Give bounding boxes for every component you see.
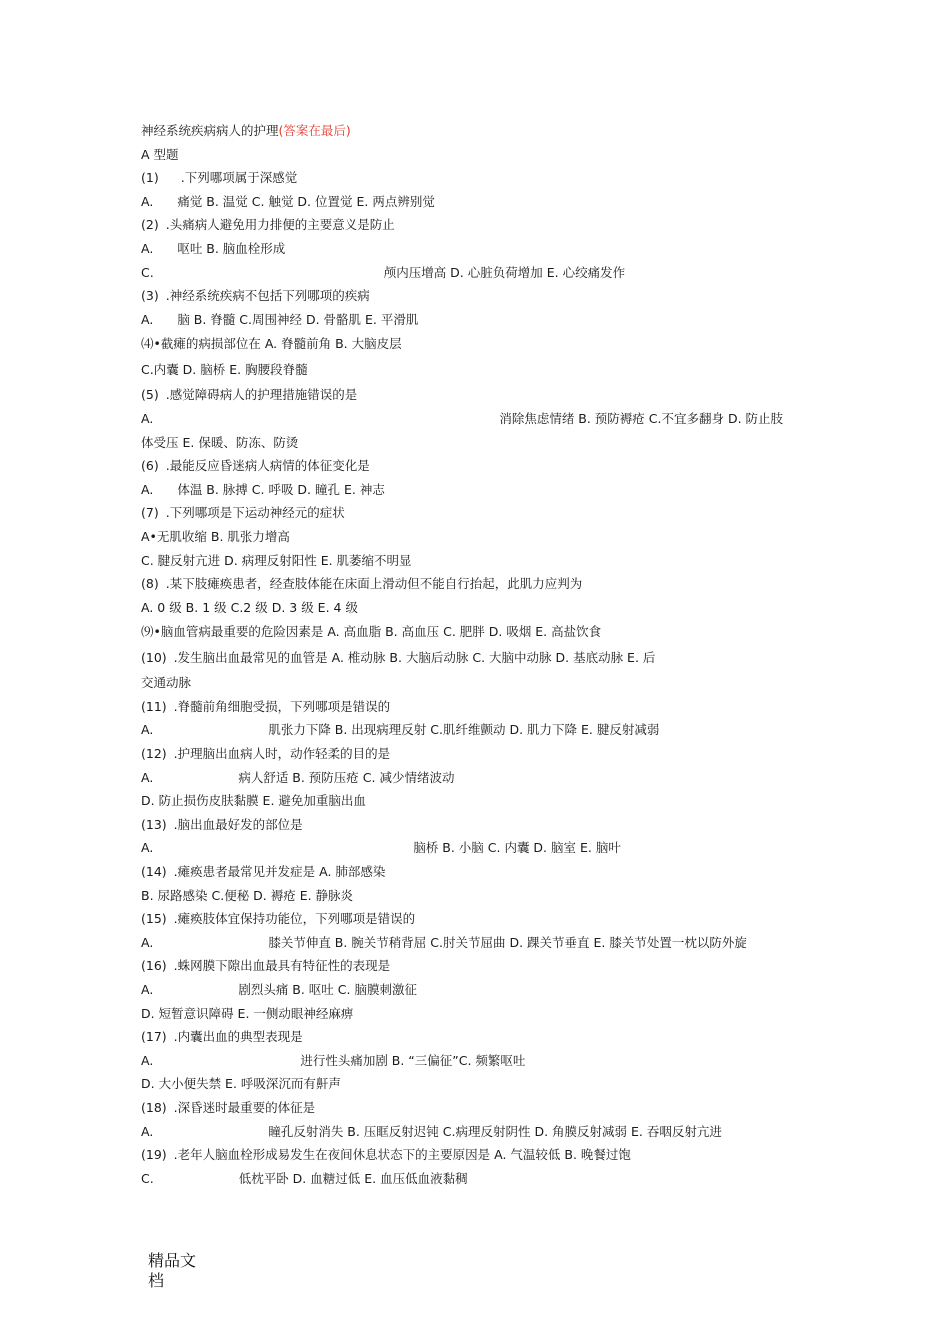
question-4: ⑷•截瘫的病损部位在 A. 脊髓前角 B. 大脑皮层 [141,336,402,352]
question-10-cont: 交通动脉 [141,675,192,691]
question-15: (15) .瘫痪肢体宜保持功能位，下列哪项是错误的 [141,911,416,927]
question-18: (18) .深昏迷时最重要的体征是 [141,1099,316,1115]
question-13: (13) .脑出血最好发的部位是 [141,816,303,832]
question-8: (8) .某下肢瘫痪患者，经查肢体能在床面上滑动但不能自行抬起，此肌力应判为 [141,576,583,592]
question-19: (19) .老年人脑血栓形成易发生在夜间休息状态下的主要原因是 A. 气温较低 B. 晚餐过饱 [141,1147,631,1163]
question-7-options-c: C. 腱反射亢进 D. 病理反射阳性 E. 肌萎缩不明显 [141,552,412,568]
question-7: (7) .下列哪项是下运动神经元的症状 [141,505,345,521]
question-5-options: A. 消除焦虑情绪 B. 预防褥疮 C.不宜多翻身 D. 防止肢 [141,410,784,426]
question-10: (10) .发生脑出血最常见的血管是 A. 椎动脉 B. 大脑后动脉 C. 大脑中动脉 D. 基底动脉 E. 后 [141,650,656,666]
question-11-options: A. 肌张力下降 B. 出现病理反射 C.肌纤维颤动 D. 肌力下降 E. 腱反射减弱 [141,722,660,738]
question-6: (6) .最能反应昏迷病人病情的体征变化是 [141,458,370,474]
question-19-options: C. 低枕平卧 D. 血糖过低 E. 血压低血液黏稠 [141,1170,468,1186]
question-3-options: A. 脑 B. 脊髓 C.周围神经 D. 骨骼肌 E. 平滑肌 [141,311,419,327]
question-14: (14) .瘫痪患者最常见并发症是 A. 肺部感染 [141,864,386,880]
question-12-options-a: A. 病人舒适 B. 预防压疮 C. 减少情绪波动 [141,769,455,785]
title-text: 神经系统疾病病人的护理 [141,123,279,138]
document-title [141,119,821,143]
question-14-options: B. 尿路感染 C.便秘 D. 褥疮 E. 静脉炎 [141,887,354,903]
question-16: (16) .蛛网膜下隙出血最具有特征性的表现是 [141,958,391,974]
question-18-options: A. 瞳孔反射消失 B. 压眶反射迟钝 C.病理反射阴性 D. 角膜反射减弱 E. 吞咽反射亢进 [141,1123,722,1139]
question-9: ⑼•脑血管病最重要的危险因素是 A. 高血脂 B. 高血压 C. 肥胖 D. 吸烟 E. 高盐饮食 [141,624,602,640]
question-2-options-a: A. 呕吐 B. 脑血栓形成 [141,240,286,256]
question-8-options: A. 0 级 B. 1 级 C.2 级 D. 3 级 E. 4 级 [141,599,358,615]
question-7-options-a: A•无肌收缩 B. 肌张力增高 [141,528,290,544]
question-1: (1) .下列哪项属于深感觉 [141,170,298,186]
question-6-options: A. 体温 B. 脉搏 C. 呼吸 D. 瞳孔 E. 神志 [141,481,385,497]
question-5: (5) .感觉障碍病人的护理措施错误的是 [141,387,358,403]
question-2-options-c: C. 颅内压增高 D. 心脏负荷增加 E. 心绞痛发作 [141,264,626,280]
title-note: (答案在最后) [278,123,351,138]
question-1-options: A. 痛觉 B. 温觉 C. 触觉 D. 位置觉 E. 两点辨别觉 [141,193,435,209]
question-2: (2) .头痛病人避免用力排便的主要意义是防止 [141,217,395,233]
section-heading: A 型题 [141,146,179,162]
question-3: (3) .神经系统疾病不包括下列哪项的疾病 [141,288,370,304]
question-15-options: A. 膝关节伸直 B. 腕关节稍背屈 C.肘关节屈曲 D. 踝关节垂直 E. 膝关节处置一枕以防外旋 [141,934,747,950]
question-17-options-d: D. 大小便失禁 E. 呼吸深沉而有鼾声 [141,1076,341,1092]
question-17-options-a: A. 进行性头痛加剧 B. “三偏征”C. 频繁呕吐 [141,1052,526,1068]
question-16-options-d: D. 短暂意识障碍 E. 一侧动眼神经麻痹 [141,1005,354,1021]
question-12: (12) .护理脑出血病人时，动作轻柔的目的是 [141,746,391,762]
question-16-options-a: A. 剧烈头痛 B. 呕吐 C. 脑膜刺激征 [141,982,417,997]
question-11: (11) .脊髓前角细胞受损，下列哪项是错误的 [141,698,391,714]
footer-watermark: 精品文档 [148,1251,197,1290]
question-5-options-cont: 体受压 E. 保暖、防冻、防烫 [141,434,299,450]
question-17: (17) .内囊出血的典型表现是 [141,1029,303,1045]
question-body [141,119,821,1190]
question-13-options: A. 脑桥 B. 小脑 C. 内囊 D. 脑室 E. 脑叶 [141,840,621,856]
question-12-options-d: D. 防止损伤皮肤黏膜 E. 避免加重脑出血 [141,793,366,809]
question-4-options: C.内囊 D. 脑桥 E. 胸腰段脊髓 [141,362,308,378]
